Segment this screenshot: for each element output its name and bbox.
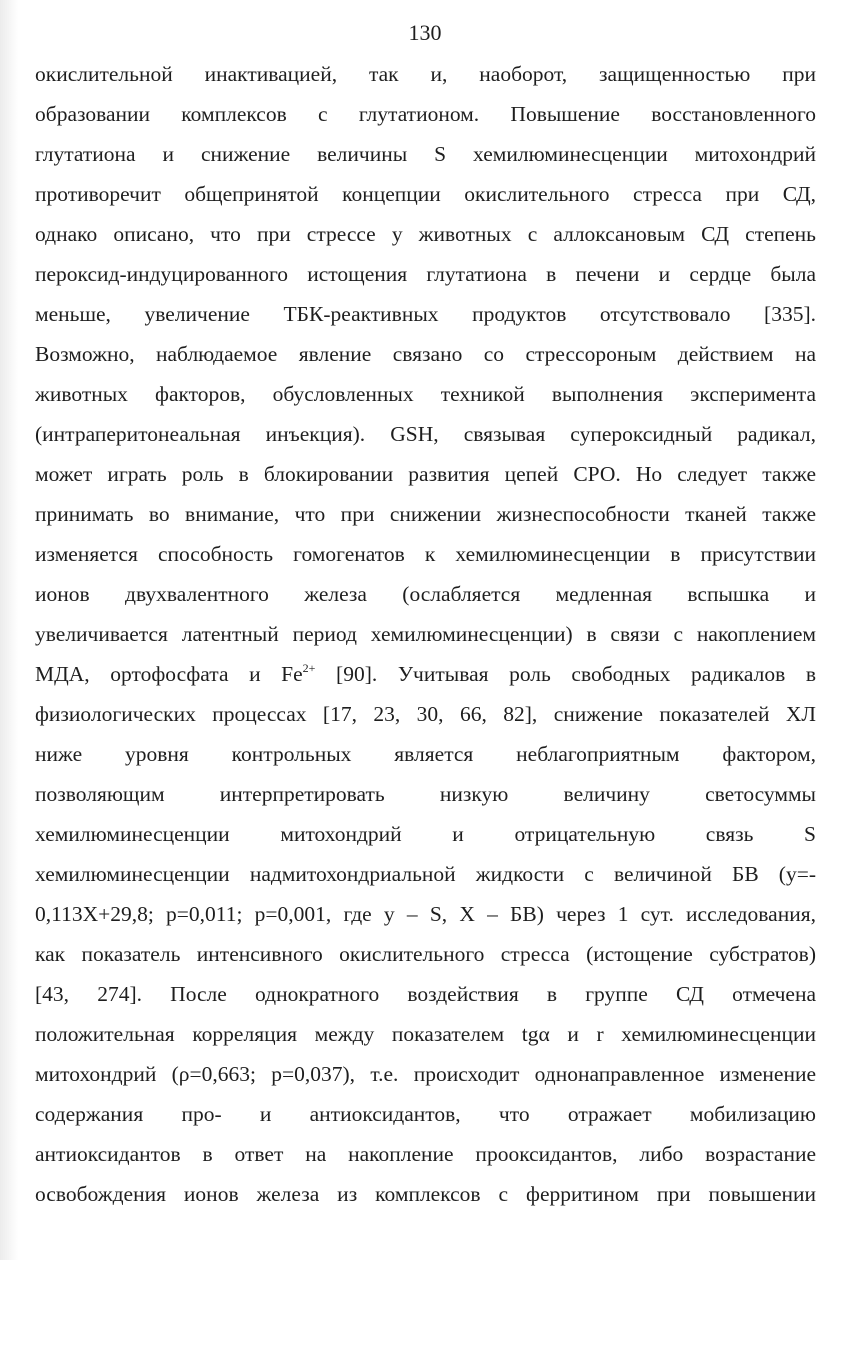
text-line: освобождения ионов железа из комплексов с ферритином при повышении: [35, 1182, 816, 1206]
text-line: как показатель интенсивного окислительного стресса (истощение субстратов): [35, 942, 816, 966]
text-line: позволяющим интерпретировать низкую величину светосуммы: [35, 782, 816, 806]
text-line: антиоксидантов в ответ на накопление прооксидантов, либо возрастание: [35, 1142, 816, 1166]
text-line: может играть роль в блокировании развития цепей СРО. Но следует также: [35, 462, 816, 486]
text-line: принимать во внимание, что при снижении жизнеспособности тканей также: [35, 502, 816, 526]
text-line: окислительной инактивацией, так и, наоборот, защищенностью при: [35, 62, 816, 86]
text-line: содержания про- и антиоксидантов, что отражает мобилизацию: [35, 1102, 816, 1126]
text-line: однако описано, что при стрессе у животных с аллоксановым СД степень: [35, 222, 816, 246]
text-line: ионов двухвалентного железа (ослабляется медленная вспышка и: [35, 582, 816, 606]
text-line: положительная корреляция между показателем tgα и r хемилюминесценции: [35, 1022, 816, 1046]
page-number: 130: [408, 20, 442, 45]
text-line: глутатиона и снижение величины S хемилюминесценции митохондрий: [35, 142, 816, 166]
text-line: хемилюминесценции митохондрий и отрицательную связь S: [35, 822, 816, 846]
text-line: митохондрий (ρ=0,663; p=0,037), т.е. происходит однонаправленное изменение: [35, 1062, 816, 1086]
text-line-head: МДА, ортофосфата и Fe: [35, 662, 303, 686]
text-line: животных факторов, обусловленных техникой выполнения эксперимента: [35, 382, 816, 406]
text-line: образовании комплексов с глутатионом. Повышение восстановленного: [35, 102, 816, 126]
text-line: противоречит общепринятой концепции окислительного стресса при СД,: [35, 182, 816, 206]
text-line: изменяется способность гомогенатов к хемилюминесценции в присутствии: [35, 542, 816, 566]
text-line: пероксид-индуцированного истощения глутатиона в печени и сердце была: [35, 262, 816, 286]
text-line: хемилюминесценции надмитохондриальной жидкости с величиной БВ (y=-: [35, 862, 816, 886]
text-line-tail: [90]. Учитывая роль свободных радикалов в: [315, 662, 816, 686]
text-line: Возможно, наблюдаемое явление связано со стрессороным действием на: [35, 342, 816, 366]
text-line: ниже уровня контрольных является неблагоприятным фактором,: [35, 742, 816, 766]
text-line: (интраперитонеальная инъекция). GSH, связывая супероксидный радикал,: [35, 422, 816, 446]
scan-edge-shadow: [0, 0, 18, 1260]
text-line: физиологических процессах [17, 23, 30, 66, 82], снижение показателей ХЛ: [35, 702, 816, 726]
text-line: 0,113X+29,8; p=0,011; p=0,001, где y – S, X – БВ) через 1 сут. исследования,: [35, 902, 816, 926]
text-line: увеличивается латентный период хемилюминесценции) в связи с накоплением: [35, 622, 816, 646]
text-line-with-superscript: [35, 654, 816, 694]
text-line: меньше, увеличение ТБК-реактивных продуктов отсутствовало [335].: [35, 302, 816, 326]
iron-charge-superscript: 2+: [302, 661, 316, 675]
text-line: [43, 274]. После однократного воздействия в группе СД отмечена: [35, 982, 816, 1006]
